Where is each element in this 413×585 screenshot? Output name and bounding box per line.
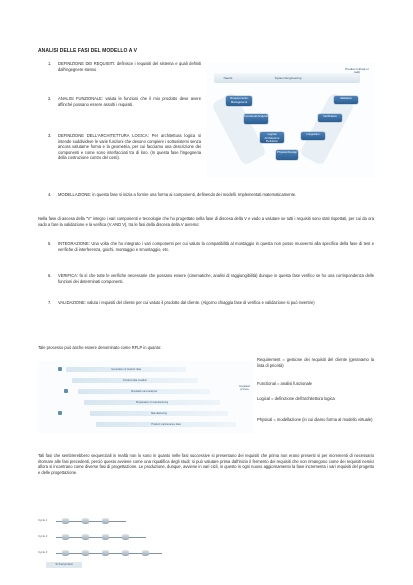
cycle-label: Cycle 1 [38, 518, 48, 522]
cycle-stage-icon [122, 534, 129, 540]
process-bar: Product maintenance data [96, 422, 236, 427]
v-label-system-engineering: System Engineering [274, 76, 302, 80]
v-node-logical: Logical Architecture Definition [260, 132, 284, 143]
list-item: 7. VALIDAZIONE: valuta i requisiti del cliente per cui valuto il prodotto dal cliente. (Algorno chiaggia fase di verifica e validazione si può invertire) [48, 300, 315, 305]
process-bar: Manufacturing [90, 411, 228, 416]
process-side-label: Integrated process [239, 385, 250, 391]
list-item: 2. ANALISI FUNZIONALE: valuta le funzioni che il mio prodotto deve avere affinché possano essere assolti i requisiti. [48, 96, 201, 107]
cycle-stage-icon [102, 550, 109, 556]
cycle-label: Cycle 2 [38, 534, 48, 538]
v-node-validation: Validation [334, 96, 358, 104]
v-label-product: Product (virtual or real) [345, 67, 369, 75]
process-marker [64, 389, 68, 393]
process-bar: Product data creation [72, 378, 198, 383]
paragraph-rflp-intro: Tale processo può anche essere denominato come RFLP in quanto: [38, 345, 162, 350]
cycle-label: Cycle 3 [38, 550, 48, 554]
v-node-requirements: Requirements Management [226, 96, 252, 106]
process-bar: Simulation and analysis [78, 389, 210, 394]
process-marker [58, 411, 62, 415]
cycle-stage-icon [122, 550, 129, 556]
cycle-stage-icon [82, 534, 89, 540]
rflp-functional: Functional = analisi funzionale [257, 381, 312, 386]
v-node-physical: Physical Design [276, 150, 298, 160]
process-bar: Generation of product data [66, 367, 186, 372]
cycle-arrow [56, 537, 146, 538]
iteration-footer: To final product [46, 562, 82, 568]
v-node-integration: Integration [301, 132, 325, 140]
paragraph-iterative: Tali fasi che sembrerebbero sequenziali in realtà non lo sono in quanto nelle fasi successive si presentano dei requisiti che prima non erano presenti si per incrementi di necessario ritornare alle fasi precedenti, perciò questo avviene come una riqualifica degli studi; si può valutare prima dall'inizio il fermento dei requisiti che non rimangono come dei requisiti nemici allora si incontrano come diverse fasi di progettazione. Le produzione, dunque, avviene in vari cicli, in questo in ogni nuovo aggiornamento la fase incrementa i vari requisiti del progetto e delle progettazione. [38, 453, 374, 475]
list-item: 4. MODELLAZIONE: in questa fase si inizia a fornire una forma ai componenti, definendo dei modelli. Implementati matematicamente. [48, 192, 297, 197]
cycle-stage-icon [82, 550, 89, 556]
process-diagram [38, 361, 253, 433]
list-item: 3. DEFINIZIONE DELL'ARCHITETTURA LOGICA: Per architettura logica si intende suddividere le varie funzioni che devono compiere i sottosistemi senza ancora valutarne forma e la geometria, per cui facciamo una descrizione dei componenti e come sono interfacciati tra di loro. (In questa fase l'ingegneria della costruzione contro del costi). [48, 133, 201, 161]
v-node-functional: Functional Analysis [244, 114, 268, 124]
process-marker [58, 367, 62, 371]
v-node-verification: Verification [318, 114, 342, 122]
rflp-logical: Logical = definizione dell'architettura logica [257, 396, 335, 401]
v-model-diagram [206, 62, 374, 178]
cycle-stage-icon [62, 550, 69, 556]
cycle-stage-icon [102, 534, 109, 540]
cycle-stage-icon [62, 534, 69, 540]
cycle-stage-icon [102, 518, 109, 524]
section-heading: ANALISI DELLE FASI DEL MODELLO A V [38, 48, 138, 54]
list-item: 1. DEFINIZIONE DEI REQUISITI: definisce i requisiti del sistema e quali definiti dall'ingegnere stesso [48, 61, 201, 72]
list-item: 6. VERIFICA: fa sì che tutte le verifiche necessarie che possano essere (cinematiche, analisi di raggiungibilità) dunque in questa fase verifico se ho una corrispondenza delle funzioni dei determinati componenti. [48, 273, 374, 284]
cycle-stage-icon [62, 518, 69, 524]
rflp-physical: Physical = modellazione (in cui diamo forma al modello virtuale) [257, 417, 373, 422]
paragraph-v-ascent: Nella fase di ascesa della "V" integro i vari componenti e tecnologie che ho progettato nella fase di discesa della V e vado a valutare se tutti i requisiti sono stati rispettati, per cui da ora vado a fare la validazione e la verifica (V AND V), tra le fasi della discesa della V avremo: [38, 216, 374, 227]
v-label-needs: Needs [223, 76, 233, 80]
list-item: 5. INTEGRAZIONE: Una volta che ho integrato i vari componenti per cui valuto la compatibilità al montaggio in questa non posso muovermi alla specifica della fase di test e verifiche di interferenza, giochi, montaggio e smontaggio, etc. [48, 241, 374, 252]
iteration-diagram [38, 512, 168, 570]
process-bar: Preparation of manufacturing [84, 400, 220, 405]
rflp-requirement: Requirement = gestione dei requisiti del cliente (geranamo la lista di priorità) [257, 357, 374, 368]
cycle-stage-icon [82, 518, 89, 524]
cycle-stage-icon [142, 550, 149, 556]
